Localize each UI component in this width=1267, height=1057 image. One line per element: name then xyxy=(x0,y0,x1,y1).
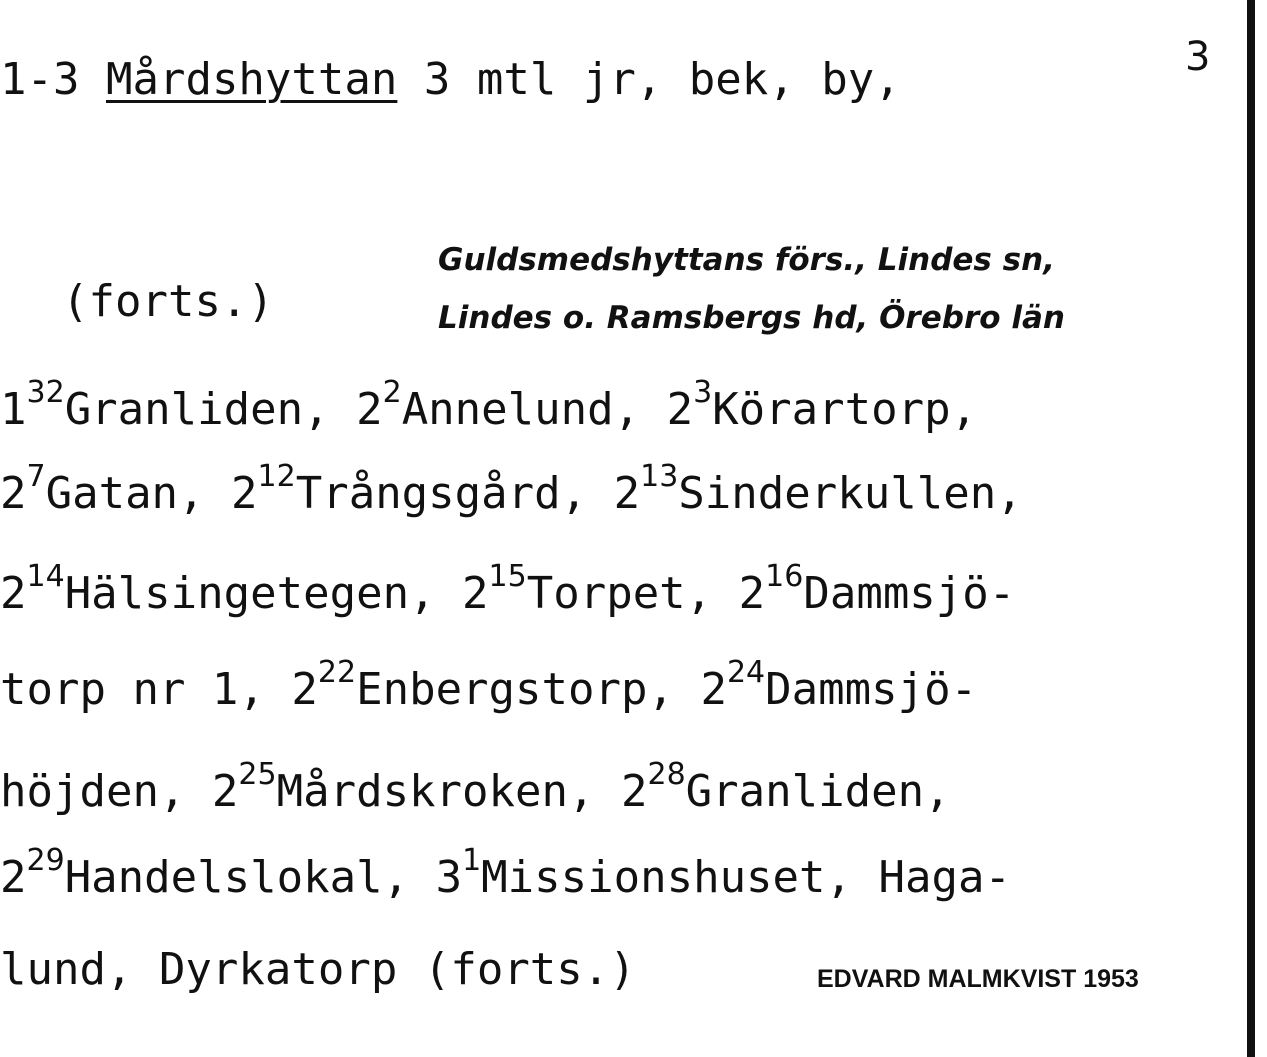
entry-sup: 2 xyxy=(382,375,402,411)
entry-sup: 22 xyxy=(317,655,357,691)
entry-base: 2 xyxy=(356,384,383,435)
entry-base: 2 xyxy=(211,766,239,817)
entry-line-5 xyxy=(0,757,951,817)
entry-base: 2 xyxy=(231,468,258,519)
header-rest: 3 mtl jr, bek, by, xyxy=(423,54,901,105)
entry-line-1 xyxy=(0,375,978,435)
entry-sup: 12 xyxy=(257,459,296,495)
entry-base: 1 xyxy=(0,384,27,435)
entry-text: Körartorp, xyxy=(712,384,978,435)
entry-sup: 25 xyxy=(238,757,277,793)
entry-sup: 1 xyxy=(462,843,482,879)
entry-base: 2 xyxy=(0,568,27,619)
entry-base: 2 xyxy=(0,852,27,903)
entry-sup: 24 xyxy=(726,655,766,691)
entry-text: Mårdskroken, xyxy=(276,766,621,817)
entry-text: Hälsingetegen, xyxy=(64,568,463,619)
entry-text: Enbergstorp, xyxy=(356,664,701,715)
entry-line-3 xyxy=(0,559,1016,619)
entry-sup: 7 xyxy=(26,459,46,495)
parish-stamp-line-2: Lindes o. Ramsbergs hd, Örebro län xyxy=(438,300,1065,336)
entry-sup: 13 xyxy=(640,459,679,495)
entry-sup: 3 xyxy=(693,375,713,411)
parish-stamp-line-1: Guldsmedshyttans förs., Lindes sn, xyxy=(438,242,1055,278)
entry-sup: 15 xyxy=(488,559,527,595)
entry-sup: 28 xyxy=(647,757,686,793)
entry-line-2 xyxy=(0,459,1023,519)
header-line xyxy=(0,54,901,105)
entry-text: torp nr 1, xyxy=(0,664,292,715)
entry-text: Gatan, xyxy=(45,468,232,519)
entry-base: 3 xyxy=(435,852,463,903)
entry-text: Sinderkullen, xyxy=(678,468,1023,519)
entry-base: 2 xyxy=(613,468,641,519)
header-prefix: 1-3 xyxy=(0,54,80,105)
entry-text: Missionshuset, Haga- xyxy=(481,852,1011,903)
entry-base: 2 xyxy=(738,568,766,619)
entry-text: Torpet, xyxy=(526,568,739,619)
entry-line-7 xyxy=(0,944,636,995)
entry-text: Annelund, xyxy=(401,384,667,435)
entry-sup: 32 xyxy=(26,375,65,411)
entry-text: Granliden, xyxy=(685,766,951,817)
entry-line-6 xyxy=(0,843,1011,903)
place-name: Mårdshyttan xyxy=(105,54,398,105)
entry-sup: 14 xyxy=(26,559,65,595)
entry-sup: 16 xyxy=(765,559,804,595)
entry-sup: 29 xyxy=(26,843,65,879)
page-number: 3 xyxy=(1185,34,1211,80)
entry-text: Granliden, xyxy=(64,384,357,435)
entry-text: höjden, xyxy=(0,766,212,817)
entry-line-4 xyxy=(0,655,978,715)
entry-text: Handelslokal, xyxy=(64,852,436,903)
author-signature: EDVARD MALMKVIST 1953 xyxy=(817,965,1139,993)
entry-text: Dammsjö- xyxy=(765,664,978,715)
entry-base: 2 xyxy=(291,664,318,715)
card-edge-border xyxy=(1247,0,1255,1057)
continued-label: (forts.) xyxy=(62,276,274,327)
entry-text: Trångsgård, xyxy=(295,468,614,519)
entry-text: lund, Dyrkatorp (forts.) xyxy=(0,944,636,995)
entry-text: Dammsjö- xyxy=(803,568,1016,619)
entry-base: 2 xyxy=(700,664,727,715)
entry-base: 2 xyxy=(0,468,27,519)
entry-base: 2 xyxy=(620,766,648,817)
entry-base: 2 xyxy=(462,568,489,619)
entry-base: 2 xyxy=(666,384,694,435)
